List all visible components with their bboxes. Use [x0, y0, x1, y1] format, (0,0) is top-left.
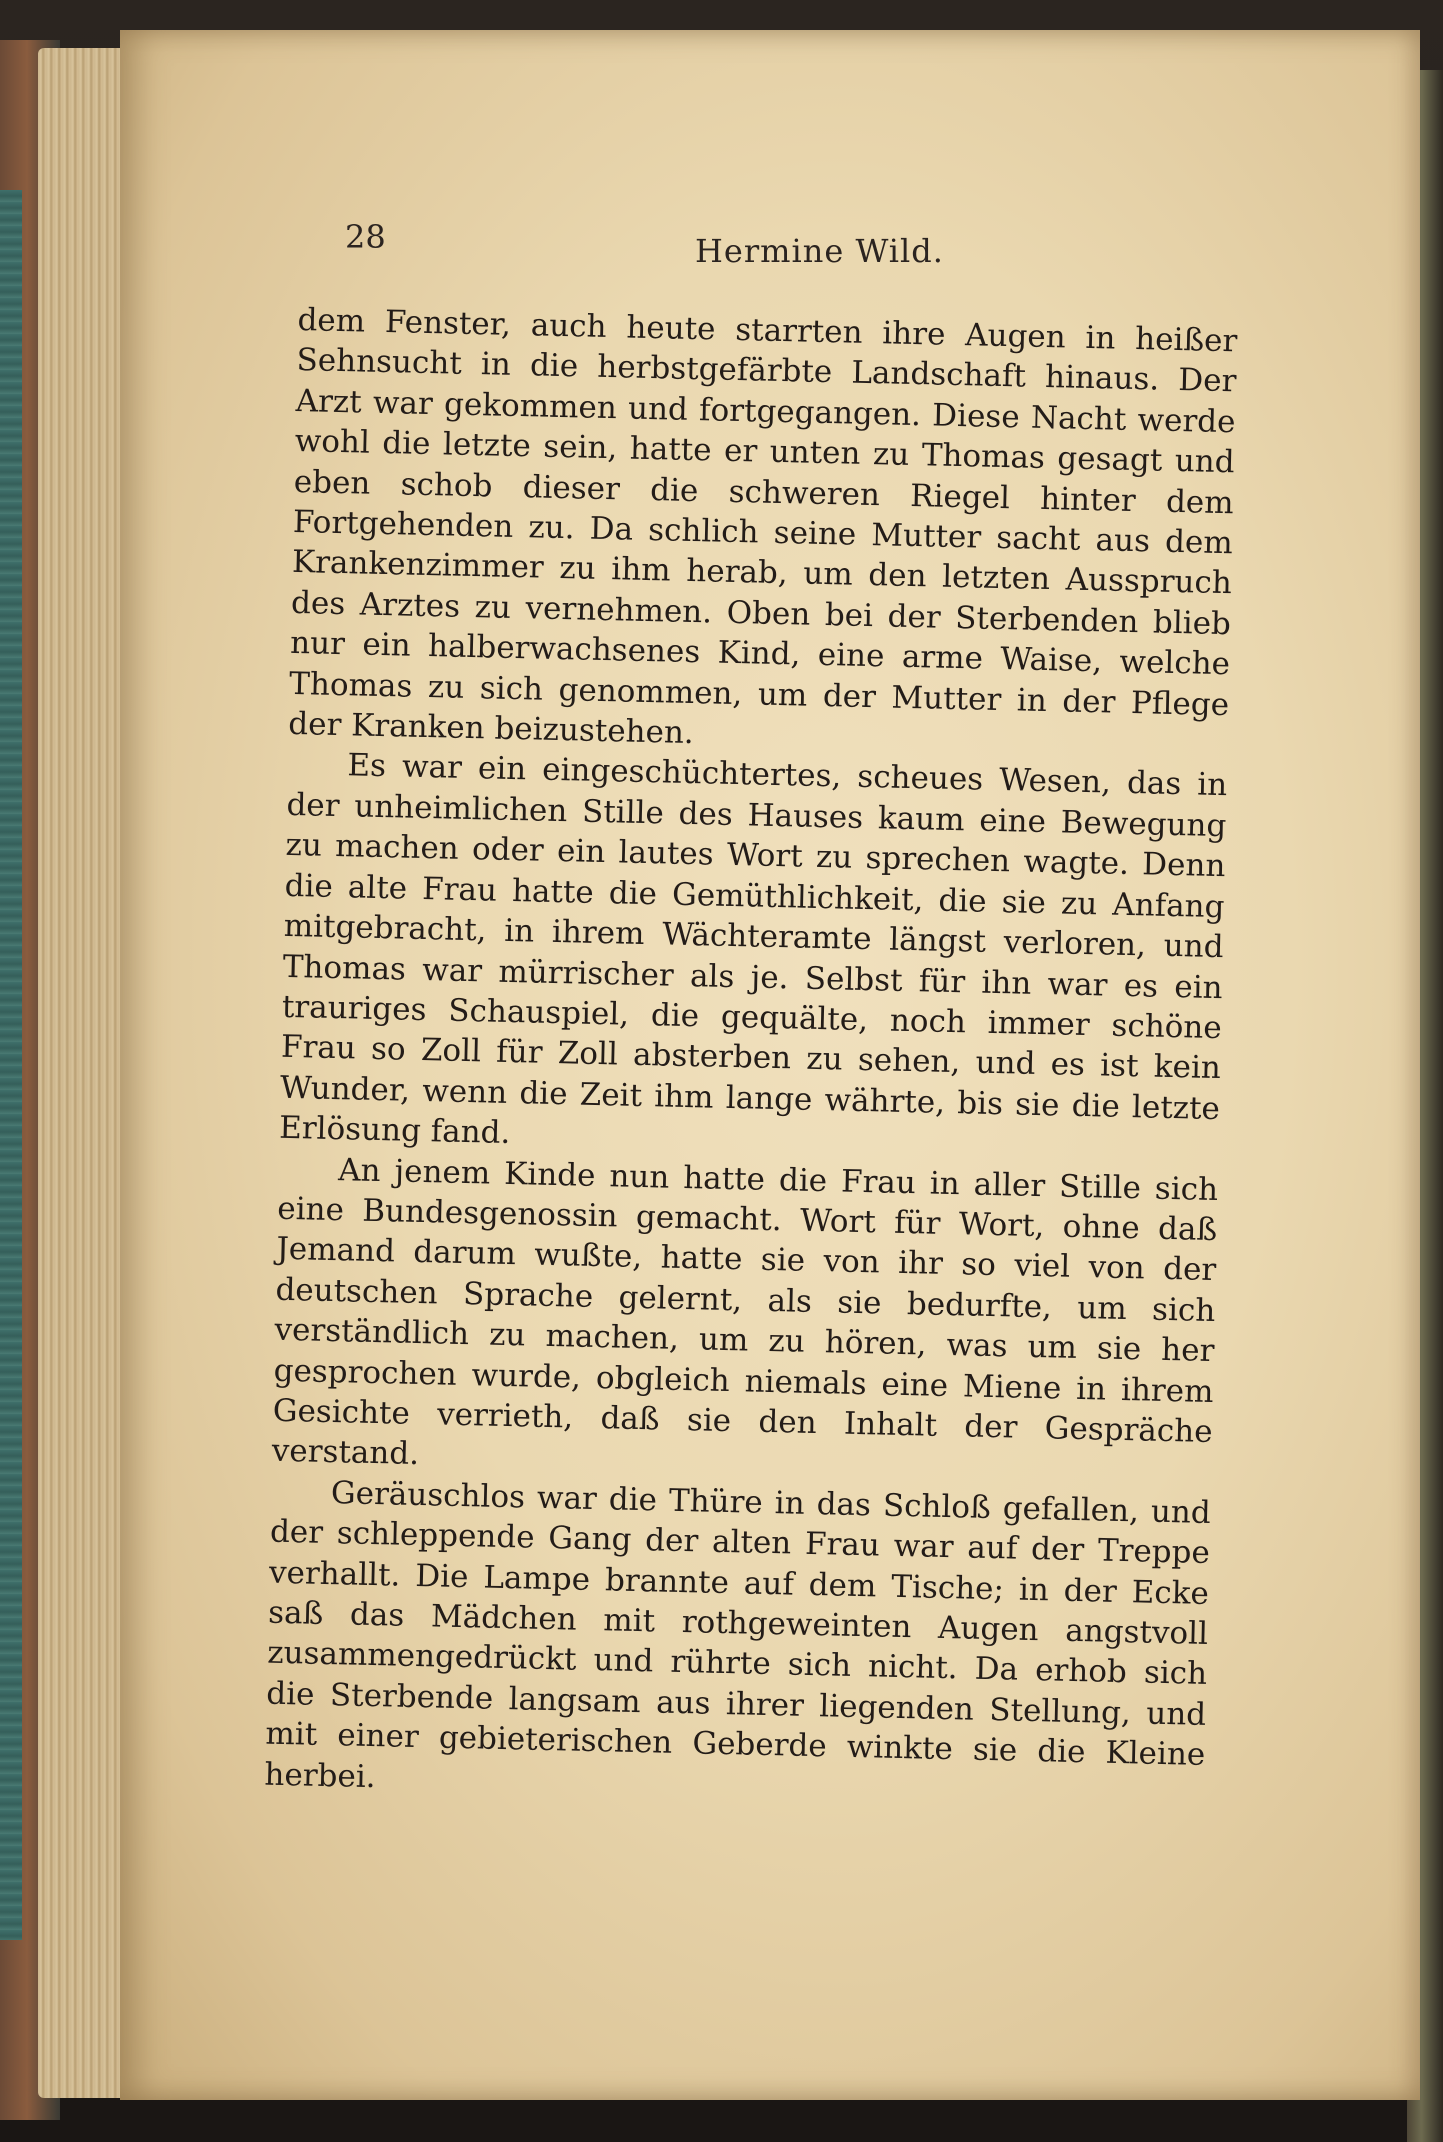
- running-head: Hermine Wild.: [695, 232, 944, 270]
- body-text: [264, 300, 1238, 1816]
- page-header: [345, 212, 1245, 272]
- paragraph: An jenem Kinde nun hatte die Frau in aller Stille sich eine Bundesgenossin gemacht. Wort für Wort, ohne daß Jemand darum wußte, hatte sie von ihr so viel von der deutschen Sprache gelernt, als sie bedurfte, um sich verständlich zu machen, um zu hören, was um sie her gesprochen wurde, obgleich niemals eine Miene in ihrem Gesichte verrieth, daß sie den Inhalt der Gespräche verstand.: [271, 1151, 1219, 1473]
- paragraph: dem Fenster, auch heute starrten ihre Augen in heißer Sehnsucht in die herbstgefärbte Landschaft hinaus. Der Arzt war gekommen und fortgegangen. Diese Nacht werde wohl die letzte sein, hatte er unten zu Thomas gesagt und eben schob dieser die schweren Riegel hinter dem Fortgehenden zu. Da schlich seine Mutter sacht aus dem Krankenzimmer zu ihm herab, um den letzten Ausspruch des Arztes zu vernehmen. Oben bei der Sterbenden blieb nur ein halberwachsenes Kind, eine arme Waise, welche Thomas zu sich genommen, um der Mutter in der Pflege der Kranken beizustehen.: [287, 301, 1238, 752]
- paragraph: Es war ein eingeschüchtertes, scheues Wesen, das in der unheimlichen Stille des Hauses kaum eine Bewegung zu machen oder ein lautes Wort zu sprechen wagte. Denn die alte Frau hatte die Gemüthlichkeit, die sie zu Anfang mitgebracht, in ihrem Wächteramte längst verloren, und Thomas war mürrischer als je. Selbst für ihn war es ein trauriges Schauspiel, die gequälte, noch immer schöne Frau so Zoll für Zoll absterben zu sehen, und es ist kein Wunder, wenn die Zeit ihm lange währte, bis sie die letzte Erlösung fand.: [278, 747, 1228, 1152]
- cover-cloth: [0, 190, 22, 1940]
- page-number: 28: [345, 218, 386, 256]
- paragraph: Geräuschlos war die Thüre in das Schloß gefallen, und der schleppende Gang der alten Frau war auf der Treppe verhallt. Die Lampe brannte auf dem Tische; in der Ecke saß das Mädchen mit rothgeweinten Augen angstvoll zusammengedrückt und rührte sich nicht. Da erhob sich die Sterbende langsam aus ihrer liegenden Stellung, und mit einer gebieterischen Geberde winkte sie die Kleine herbei.: [264, 1474, 1212, 1795]
